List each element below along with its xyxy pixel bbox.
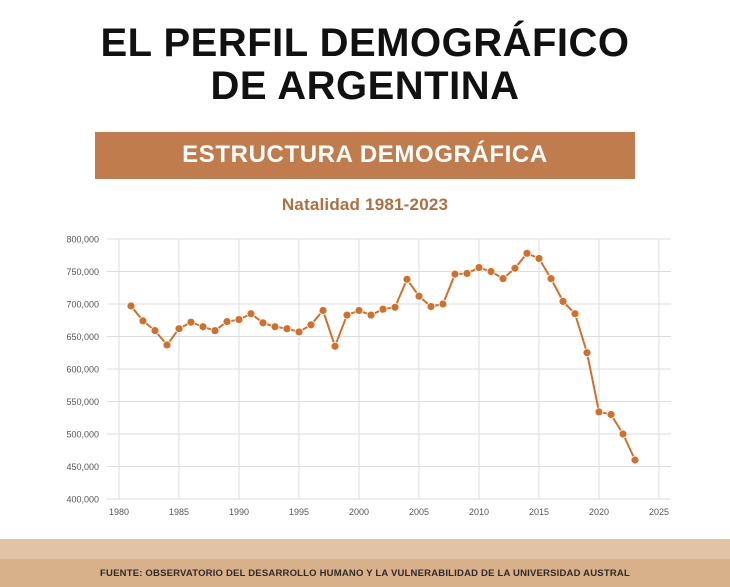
data-point-marker — [583, 349, 591, 357]
natality-line-chart — [45, 229, 685, 529]
footer-source-strip — [0, 559, 730, 587]
chart-svg — [45, 229, 685, 529]
data-point-marker — [163, 341, 171, 349]
data-point-marker — [355, 307, 363, 315]
data-point-marker — [595, 408, 603, 416]
data-point-marker — [523, 250, 531, 258]
data-point-marker — [259, 319, 267, 327]
x-axis-tick-label: 2010 — [468, 507, 490, 518]
data-point-marker — [415, 293, 423, 301]
y-axis-tick-label: 700,000 — [66, 299, 99, 310]
data-point-marker — [235, 316, 243, 324]
x-axis-tick-label: 2005 — [408, 507, 430, 518]
data-point-marker — [547, 275, 555, 283]
data-point-marker — [535, 255, 543, 263]
data-point-marker — [619, 430, 627, 438]
data-point-marker — [487, 268, 495, 276]
section-banner: ESTRUCTURA DEMOGRÁFICA — [95, 132, 635, 179]
data-point-marker — [199, 323, 207, 331]
data-point-marker — [463, 270, 471, 278]
data-point-marker — [223, 318, 231, 326]
x-axis-tick-label: 1985 — [168, 507, 190, 518]
data-point-marker — [247, 310, 255, 318]
data-point-marker — [607, 411, 615, 419]
data-point-marker — [127, 302, 135, 310]
x-axis-tick-label: 2000 — [348, 507, 370, 518]
x-axis-tick-label: 1980 — [108, 507, 130, 518]
data-point-marker — [391, 304, 399, 312]
chart-subtitle: Natalidad 1981-2023 — [281, 195, 449, 215]
series-line-natalidad — [131, 254, 635, 461]
data-point-marker — [499, 275, 507, 283]
data-point-marker — [151, 327, 159, 335]
y-axis-tick-label: 550,000 — [66, 397, 99, 408]
data-point-marker — [559, 298, 567, 306]
page-title-line2: DE ARGENTINA — [210, 64, 520, 109]
data-point-marker — [451, 270, 459, 278]
x-axis-tick-label: 1990 — [228, 507, 250, 518]
data-point-marker — [403, 276, 411, 284]
data-point-marker — [175, 325, 183, 333]
data-point-marker — [271, 323, 279, 331]
data-point-marker — [439, 300, 447, 308]
data-point-marker — [187, 319, 195, 327]
page-title-line1: EL PERFIL DEMOGRÁFICO — [100, 21, 630, 65]
x-axis-tick-label: 1995 — [288, 507, 310, 518]
data-point-marker — [283, 325, 291, 333]
y-axis-tick-label: 400,000 — [66, 494, 99, 505]
data-point-marker — [307, 321, 315, 329]
data-point-marker — [427, 303, 435, 311]
y-axis-tick-label: 750,000 — [66, 267, 99, 278]
data-point-marker — [367, 311, 375, 319]
data-point-marker — [631, 456, 639, 464]
y-axis-tick-label: 450,000 — [66, 462, 99, 473]
y-axis-tick-label: 800,000 — [66, 234, 99, 245]
x-axis-tick-label: 2025 — [648, 507, 670, 518]
data-point-marker — [475, 264, 483, 272]
y-axis-tick-label: 650,000 — [66, 332, 99, 343]
y-axis-tick-label: 500,000 — [66, 429, 99, 440]
data-point-marker — [319, 307, 327, 315]
data-point-marker — [331, 343, 339, 351]
data-point-marker — [511, 265, 519, 273]
data-point-marker — [139, 317, 147, 325]
data-point-marker — [343, 311, 351, 319]
data-point-marker — [211, 327, 219, 335]
data-point-marker — [379, 306, 387, 314]
footer-source-text: FUENTE: OBSERVATORIO DEL DESARROLLO HUMANO Y LA VULNERABILIDAD DE LA UNIVERSIDAD AUSTRAL — [100, 567, 630, 579]
page-title — [0, 22, 730, 108]
data-point-marker — [295, 328, 303, 336]
data-point-marker — [571, 310, 579, 318]
y-axis-tick-label: 600,000 — [66, 364, 99, 375]
x-axis-tick-label: 2020 — [588, 507, 610, 518]
x-axis-tick-label: 2015 — [528, 507, 550, 518]
